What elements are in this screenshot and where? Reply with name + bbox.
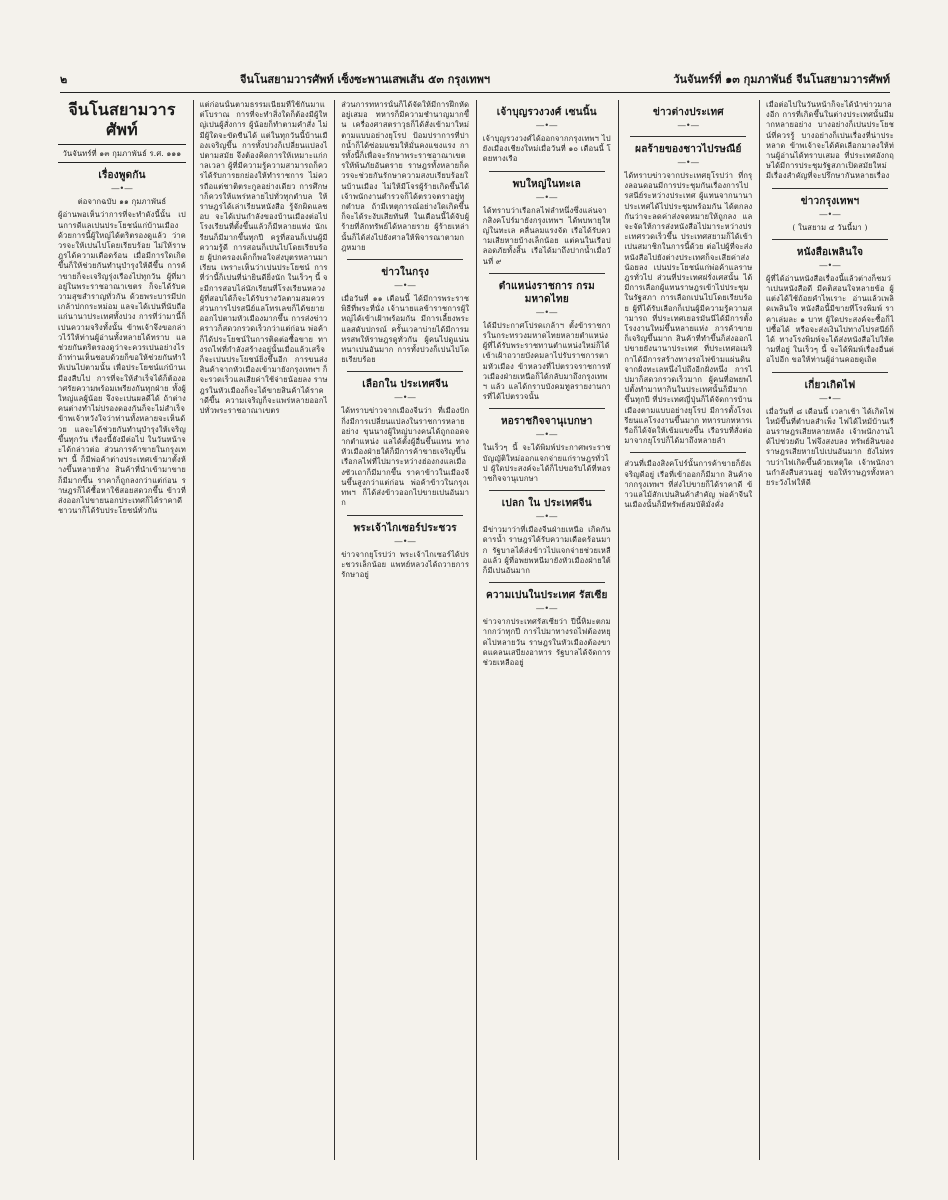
article-body: เมื่อต่อไปในวันหน้าก็จะได้นำข่าวมาลงอีก การที่เกิดขึ้นในต่างประเทศนั้นมีมากหลายอย่าง บางอย่างก็เปนประโยชน์ที่ควรรู้ บางอย่างก็เปนเรื่องที่น่าประหลาด ข้าพเจ้าจะได้คัดเลือกมาลงให้ท่านผู้อ่านได้ทราบเสมอ ที่ประเทศอังกฤษได้มีการประชุมรัฐสภาเปิดสมัยใหม่ มีเรื่องสำคัญที่จะปรึกษากันหลายเรื่อง: [766, 100, 894, 181]
article-headline: เปลก ใน ประเทศจีน: [501, 498, 592, 510]
newspaper-column: [483, 100, 611, 1160]
article-headline: เรื่องพูดกัน: [98, 170, 146, 182]
article-headline: เลือกใน ประเทศจีน: [362, 379, 449, 391]
article-body: เมื่อวันที่ ๘ เดือนนี้ เวลาเช้า ได้เกิดไฟไหม้ขึ้นที่ตำบลสำเพ็ง ไฟได้ไหม้บ้านเรือนราษฎรเสียหลายหลัง เจ้าพนักงานได้ไปช่วยดับ ไฟจึงสงบลง ทรัพย์สินของราษฎรเสียหายไปเปนอันมาก ยังไม่ทราบว่าไฟเกิดขึ้นด้วยเหตุใด เจ้าพนักงานกำลังสืบสวนอยู่ ขอให้ราษฎรทั้งหลายระวังไฟให้ดี: [766, 406, 894, 488]
article-body: แต่ก่อนนั้นตามธรรมเนียมที่ใช้กันมาแต่โบราณ การที่จะทำสิ่งใดก็ต้องมีผู้ใหญ่เปนผู้สั่งการ ผู้น้อยก็ทำตามคำสั่ง ไม่มีผู้ใดจะขัดขืนได้ แต่ในทุกวันนี้บ้านเมืองเจริญขึ้น การทั้งปวงก็เปลี่ยนแปลงไปตามสมัย จึงต้องคิดการให้เหมาะแก่กาลเวลา ผู้ที่มีความรู้ความสามารถก็ควรได้รับการยกย่องให้ทำราชการ ไม่ควรถือแต่ชาติตระกูลอย่างเดียว การศึกษาก็ควรให้แพร่หลายไปทั่วทุกตำบล ให้ราษฎรได้เล่าเรียนหนังสือ รู้จักผิดแลชอบ จะได้เปนกำลังของบ้านเมืองต่อไป โรงเรียนที่ตั้งขึ้นแล้วก็มีหลายแห่ง นักเรียนก็มีมากขึ้นทุกปี ครูที่สอนก็เปนผู้มีความรู้ดี การสอนก็เปนไปโดยเรียบร้อย ผู้ปกครองเด็กก็พอใจส่งบุตรหลานมาเรียน เพราะเห็นว่าเปนประโยชน์ การที่ว่านี้ก็เปนที่น่ายินดียิ่งนัก ในเร็วๆ นี้ จะมีการสอบไล่นักเรียนที่โรงเรียนหลวง ผู้ที่สอบได้ก็จะได้รับรางวัลตามสมควร ส่วนการไปรสนีย์แลโทรเลขก็ได้ขยายออกไปตามหัวเมืองมากขึ้น การส่งข่าวคราวก็สดวกรวดเร็วกว่าแต่ก่อน พ่อค้าก็ได้ประโยชน์ในการติดต่อซื้อขาย ทางรถไฟที่กำลังสร้างอยู่นั้นเมื่อแล้วเสร็จก็จะเปนประโยชน์ยิ่งขึ้นอีก การขนส่งสินค้าจากหัวเมืองเข้ามายังกรุงเทพฯ ก็จะรวดเร็วแลเสียค่าใช้จ่ายน้อยลง ราษฎรในหัวเมืองก็จะได้ขายสินค้าได้ราคาดีขึ้น ความเจริญก็จะแพร่หลายออกไปทั่วพระราชอาณาเขตร: [199, 100, 328, 416]
article-headline: เกี่ยวเกิดไฟ: [804, 379, 856, 391]
article-separator: [630, 136, 746, 137]
article-separator: [772, 239, 888, 240]
masthead: จีนโนสยามวารศัพท์: [58, 100, 186, 145]
article-headline: ผลร้ายของชาวไปรษณีย์: [635, 144, 742, 155]
ornament-divider-icon: ―•―: [536, 307, 558, 317]
article-separator: [489, 273, 605, 274]
article-headline: ข่าวต่างประเทศ: [652, 107, 724, 118]
newspaper-column: [624, 100, 752, 1160]
article-separator: [772, 188, 888, 189]
issue-dateline: วันจันทร์ที่ ๑๓ กุมภาพันธ์ ร.ศ. ๑๑๑: [58, 149, 186, 163]
article-headline: ข่าวในกรุง: [381, 267, 430, 279]
article-headline: พบใหญ่ในทะเล: [512, 178, 581, 190]
article-separator: [489, 408, 605, 409]
ornament-divider-icon: ―•―: [819, 260, 841, 270]
article-separator: [630, 452, 746, 453]
article-headline: ตำแหน่งราชการ กรมมหาดไทย: [498, 280, 595, 305]
column-rule: [759, 100, 760, 1160]
article-body: ผู้อ่านพอเห็นว่าการที่จะทำดังนี้นั้น เปนการดีแลเปนประโยชน์แก่บ้านเมือง ด้วยการนี้ผู้ใหญ่ได้ตริตรองดูแล้ว ว่าควรจะให้เปนไปโดยเรียบร้อย ไม่ให้ราษฎรได้ความเดือดร้อน เมื่อมีการใดเกิดขึ้นก็ให้ช่วยกันทำนุบำรุงให้ดีขึ้น การค้าขายก็จะเจริญรุ่งเรืองไปทุกวัน ผู้ที่มาอยู่ในพระราชอาณาเขตร ก็จะได้รับความสุขสำราญทั่วกัน ด้วยพระบารมีปกเกล้าปกกระหม่อม แลจะได้เปนที่นับถือแก่นานาประเทศทั้งปวง การที่ว่ามานี้ก็เปนความจริงทั้งนั้น ข้าพเจ้าจึงขอกล่าวไว้ให้ท่านผู้อ่านทั้งหลายได้ทราบ แลช่วยกันตริตรองดูว่าจะควรเปนอย่างไร ถ้าท่านเห็นชอบด้วยก็ขอให้ช่วยกันทำให้เปนไปตามนั้น เพื่อประโยชน์แก่บ้านเมืองสืบไป การที่จะให้สำเร็จได้ก็ต้องอาศรัยความพร้อมเพรียงกันทุกฝ่าย ทั้งผู้ใหญ่แลผู้น้อย จึงจะเปนผลดีได้ ถ้าต่างคนต่างทำไม่ปรองดองกันก็จะไม่สำเร็จ ข้าพเจ้าหวังใจว่าท่านทั้งหลายจะเห็นด้วย แลจะได้ช่วยกันทำนุบำรุงให้เจริญขึ้นทุกวัน เรื่องนี้ยังมีต่อไป ในวันหน้าจะได้กล่าวต่อ ส่วนการค้าขายในกรุงเทพฯ นี้ ก็มีพ่อค้าต่างประเทศเข้ามาตั้งห้างขึ้นหลายห้าง สินค้าที่นำเข้ามาขายก็มีมากขึ้น ราคาก็ถูกลงกว่าแต่ก่อน ราษฎรก็ได้ซื้อหาใช้สอยสดวกขึ้น ข้าวที่ส่งออกไปขายนอกประเทศก็ได้ราคาดี ชาวนาก็ได้รับประโยชน์ทั่วกัน: [58, 210, 186, 516]
column-area: [58, 100, 894, 1160]
article-subheading: ต่อจากฉบับ ๑๑ กุมภาพันธ์: [77, 197, 167, 207]
newspaper-column: [341, 100, 469, 1160]
article-headline: ความเปนในประเทศ รัสเซีย: [486, 590, 608, 602]
ornament-divider-icon: ―•―: [819, 393, 841, 403]
article-separator: [347, 259, 463, 260]
article-headline: ข่าวกรุงเทพฯ: [800, 195, 860, 207]
article-body: ส่วนการทหารนั้นก็ได้จัดให้มีการฝึกหัดอยู่เสมอ ทหารก็มีความชำนาญมากขึ้น เครื่องศาสตราวุธก็ได้สั่งเข้ามาใหม่ตามแบบอย่างยุโรป ป้อมปราการที่ปากน้ำก็ได้ซ่อมแซมให้มั่นคงแขงแรง การทั้งนี้ก็เพื่อจะรักษาพระราชอาณาเขตรให้พ้นภัยอันตราย ราษฎรทั้งหลายก็ควรจะช่วยกันรักษาความสงบเรียบร้อยในบ้านเมือง ไม่ให้มีโจรผู้ร้ายเกิดขึ้นได้ เจ้าพนักงานตำรวจก็ได้ตรวจตราอยู่ทุกตำบล ถ้ามีเหตุการณ์อย่างใดเกิดขึ้นก็จะได้ระงับเสียทันที ในเดือนนี้ได้จับผู้ร้ายที่ลักทรัพย์ได้หลายราย ผู้ร้ายเหล่านั้นก็ได้ส่งไปยังศาลให้พิจารณาตามกฎหมาย: [341, 100, 470, 252]
ornament-divider-icon: ―•―: [536, 512, 558, 522]
ornament-divider-icon: ―•―: [536, 430, 558, 440]
article-headline: เจ้าบุญรวงวงศ์ เซนนิ้น: [496, 107, 597, 118]
article-body: ในเร็วๆ นี้ จะได้พิมพ์ประกาศพระราชบัญญัติใหม่ออกแจกจ่ายแก่ราษฎรทั่วไป ผู้ใดประสงค์จะได้ก็ไปขอรับได้ที่หอราชกิจจานุเบกษา: [482, 443, 611, 484]
article-headline: หอราชกิจจานุเบกษา: [500, 416, 593, 428]
article-separator: [489, 490, 605, 491]
article-body: ได้ทราบว่าเรือกลไฟลำหนึ่งซึ่งแล่นจากสิงคโปร์มายังกรุงเทพฯ ได้พบพายุใหญ่ในทะเล คลื่นลมแรงจัด เรือได้รับความเสียหายบ้างเล็กน้อย แต่คนในเรือปลอดภัยทั้งสิ้น เรือได้มาถึงปากน้ำเมื่อวันที่ ๙: [482, 205, 611, 266]
article-body: ข่าวจากประเทศรัสเซียว่า ปีนี้หิมะตกมากกว่าทุกปี การไปมาทางรถไฟต้องหยุดไปหลายวัน ราษฎรในหัวเมืองต้องขาดแคลนเสบียงอาหาร รัฐบาลได้จัดการช่วยเหลืออยู่: [482, 617, 611, 668]
article-separator: [772, 372, 888, 373]
ornament-divider-icon: ―•―: [394, 536, 416, 546]
article-body: ได้ทราบข่าวจากประเทศยุโรปว่า ที่กรุงลอนดอนมีการประชุมกันเรื่องการไปรสนีย์ระหว่างประเทศ ผู้แทนจากนานาประเทศได้ไปประชุมพร้อมกัน ได้ตกลงกันว่าจะลดค่าส่งจดหมายให้ถูกลง แลจะจัดให้การส่งหนังสือไปมาระหว่างประเทศรวดเร็วขึ้น ประเทศสยามก็ได้เข้าเปนสมาชิกในการนี้ด้วย ต่อไปผู้ที่จะส่งหนังสือไปยังต่างประเทศก็จะเสียค่าส่งน้อยลง เปนประโยชน์แก่พ่อค้าแลราษฎรทั่วไป ส่วนที่ประเทศฝรั่งเศสนั้น ได้มีการเลือกผู้แทนราษฎรเข้าไปประชุมในรัฐสภา การเลือกเปนไปโดยเรียบร้อย ผู้ที่ได้รับเลือกก็เปนผู้มีความรู้ความสามารถ ที่ประเทศเยอรมันนีได้มีการตั้งโรงงานใหม่ขึ้นหลายแห่ง การค้าขายก็เจริญขึ้นมาก สินค้าที่ทำขึ้นก็ส่งออกไปขายยังนานาประเทศ ที่ประเทศอเมริกาได้มีการสร้างทางรถไฟข้ามแผ่นดินจากฝั่งทะเลหนึ่งไปถึงอีกฝั่งหนึ่ง การไปมาก็สดวกรวดเร็วมาก ผู้คนที่อพยพไปตั้งทำมาหากินในประเทศนั้นก็มีมากขึ้นทุกปี ที่ประเทศญี่ปุ่นก็ได้จัดการบ้านเมืองตามแบบอย่างยุโรป มีการตั้งโรงเรียนแลโรงงานขึ้นมาก ทหารบกทหารเรือก็ได้จัดให้เข้มแขงขึ้น เรือรบที่สั่งต่อมาจากยุโรปก็ได้มาถึงหลายลำ: [624, 171, 753, 446]
ornament-divider-icon: ―•―: [677, 121, 700, 130]
page-number: ๒: [60, 73, 68, 86]
article-separator: [489, 171, 605, 172]
article-separator: [347, 515, 463, 516]
ornament-divider-icon: ―•―: [111, 184, 133, 194]
article-headline: พระเจ้าไกเซอร์ประชวร: [353, 522, 457, 534]
column-rule: [618, 100, 619, 1160]
article-body: มีข่าวมาว่าที่เมืองจีนฝ่ายเหนือ เกิดกันดารน้ำ ราษฎรได้รับความเดือดร้อนมาก รัฐบาลได้ส่งข้าวไปแจกจ่ายช่วยเหลือแล้ว ผู้ที่อพยพหนีมายังหัวเมืองฝ่ายใต้ก็มีเปนอันมาก: [482, 525, 611, 576]
ornament-divider-icon: ―•―: [536, 121, 558, 130]
ornament-divider-icon: ―•―: [536, 192, 558, 202]
article-body: ได้ทราบข่าวจากเมืองจีนว่า ที่เมืองปักกิ่งมีการเปลี่ยนแปลงในราชการหลายอย่าง ขุนนางผู้ใหญ่บางคนได้ถูกถอดจากตำแหน่ง แลได้ตั้งผู้อื่นขึ้นแทน ทางหัวเมืองฝ่ายใต้ก็มีการค้าขายเจริญขึ้น เรือกลไฟที่ไปมาระหว่างฮ่องกงแลเมืองซัวเถาก็มีมากขึ้น ราคาข้าวในเมืองจีนขึ้นสูงกว่าแต่ก่อน พ่อค้าข้าวในกรุงเทพฯ ก็ได้ส่งข้าวออกไปขายเปนอันมาก: [341, 406, 470, 508]
article-subheading: ( ในสยาม ๔ วันนี้มา ): [792, 222, 868, 232]
article-headline: หนังสือเพลินใจ: [796, 246, 864, 258]
ornament-divider-icon: ―•―: [677, 158, 700, 167]
column-rule: [334, 100, 335, 1160]
header-center-title: จีนโนสยามวารศัพท์ เซ็งซะพานเสพเส้น ๕๓ กรุงเทพฯ: [240, 73, 491, 86]
article-separator: [347, 371, 463, 372]
article-body: เจ้าบุญรวงวงศ์ได้ออกจากกรุงเทพฯ ไปยังเมืองเชียงใหม่เมื่อวันที่ ๑๐ เดือนนี้ โดยทางเรือ: [482, 134, 611, 164]
ornament-divider-icon: ―•―: [394, 281, 416, 291]
newspaper-column: [58, 100, 186, 1160]
article-body: ข่าวจากยุโรปว่า พระเจ้าไกเซอร์ได้ประชวรเล็กน้อย แพทย์หลวงได้ถวายการรักษาอยู่: [341, 549, 470, 579]
ornament-divider-icon: ―•―: [536, 604, 558, 614]
article-separator: [489, 582, 605, 583]
newspaper-column: [200, 100, 328, 1160]
column-rule: [476, 100, 477, 1160]
header-right-date: วันจันทร์ที่ ๑๓ กุมภาพันธ์ จีนโนสยามวารศัพท์: [673, 73, 890, 86]
article-body: เมื่อวันที่ ๑๑ เดือนนี้ ได้มีการพระราชพิธีที่พระที่นั่ง เจ้านายแลข้าราชการผู้ใหญ่ได้เข้าเฝ้าพร้อมกัน มีการเลี้ยงพระแลสดับปกรณ์ ครั้นเวลาบ่ายได้มีการมหรสพให้ราษฎรดูทั่วกัน ผู้คนไปดูแน่นหนาเปนอันมาก การทั้งปวงก็เปนไปโดยเรียบร้อย: [341, 294, 470, 365]
article-body: ผู้ที่ได้อ่านหนังสือเรื่องนี้แล้วต่างก็ชมว่าเปนหนังสือดี มีคติสอนใจหลายข้อ ผู้แต่งได้ใช้ถ้อยคำไพเราะ อ่านแล้วเพลิดเพลินใจ หนังสือนี้มีขายที่โรงพิมพ์ ราคาเล่มละ ๑ บาท ผู้ใดประสงค์จะซื้อก็ไปซื้อได้ หรือจะส่งเงินไปทางไปรสนีย์ก็ได้ ทางโรงพิมพ์จะได้ส่งหนังสือไปให้ตามที่อยู่ ในเร็วๆ นี้ จะได้พิมพ์เรื่องอื่นต่อไปอีก ขอให้ท่านผู้อ่านคอยดูเถิด: [766, 273, 894, 365]
article-body: ได้มีประกาศโปรดเกล้าฯ ตั้งข้าราชการในกระทรวงมหาดไทยหลายตำแหน่ง ผู้ที่ได้รับพระราชทานตำแหน่งใหม่ก็ได้เข้าเฝ้าถวายบังคมลาไปรับราชการตามหัวเมือง ข้าหลวงที่ไปตรวจราชการหัวเมืองฝ่ายเหนือก็ได้กลับมาถึงกรุงเทพฯ แล้ว แลได้กราบบังคมทูลรายงานการที่ได้ไปตรวจนั้น: [482, 320, 611, 402]
ornament-divider-icon: ―•―: [819, 209, 841, 219]
column-rule: [193, 100, 194, 1160]
newspaper-column: [766, 100, 894, 1160]
running-header: [60, 70, 890, 93]
article-body: ส่วนที่เมืองสิงคโปร์นั้นการค้าขายก็ยังเจริญดีอยู่ เรือที่เข้าออกก็มีมาก สินค้าจากกรุงเทพฯ ที่ส่งไปขายก็ได้ราคาดี ข้าวแลไม้สักเปนสินค้าสำคัญ พ่อค้าจีนในเมืองนั้นก็มีทรัพย์สมบัติมั่งคั่ง: [624, 459, 753, 510]
ornament-divider-icon: ―•―: [394, 393, 416, 403]
